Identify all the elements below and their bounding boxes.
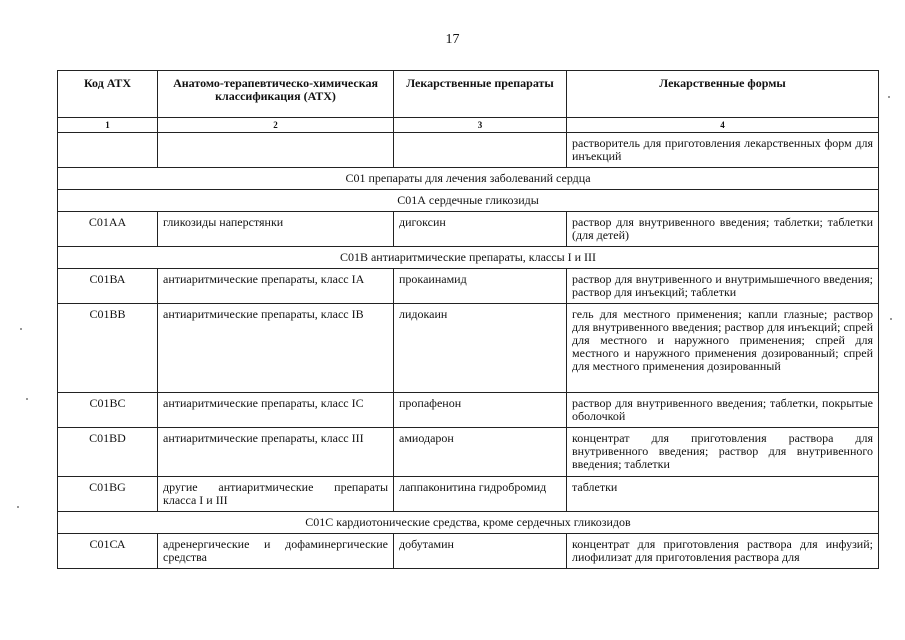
- table-row: [58, 534, 879, 569]
- code-cell: С01ВА: [58, 269, 158, 304]
- form-cell: раствор для внутривенного и внутримышечного введения; раствор для инъекций; таблетки: [567, 269, 879, 304]
- column-number: 3: [394, 118, 567, 133]
- form-cell: концентрат для приготовления раствора для инфузий; лиофилизат для приготовления раствора для: [567, 534, 879, 569]
- table-row: [58, 212, 879, 247]
- form-cell: растворитель для приготовления лекарственных форм для инъекций: [567, 133, 879, 168]
- header-classification: Анатомо-терапевтическо-химическая классификация (АТХ): [158, 71, 394, 118]
- scan-speck: [26, 398, 28, 400]
- header-code: Код АТХ: [58, 71, 158, 118]
- group-heading: С01А сердечные гликозиды: [58, 190, 879, 212]
- code-cell: [58, 133, 158, 168]
- column-number: 2: [158, 118, 394, 133]
- drug-cell: [394, 133, 567, 168]
- table-row: [58, 393, 879, 428]
- page-number: 17: [445, 32, 460, 47]
- form-cell: раствор для внутривенного введения; таблетки; таблетки (для детей): [567, 212, 879, 247]
- column-number-row: [58, 118, 879, 133]
- classification-cell: антиаритмические препараты, класс IВ: [158, 304, 394, 393]
- atx-table: [57, 70, 879, 569]
- scan-speck: [890, 318, 892, 320]
- column-number: 1: [58, 118, 158, 133]
- classification-cell: адренергические и дофаминергические средства: [158, 534, 394, 569]
- table-header-row: [58, 71, 879, 118]
- scan-speck: [17, 506, 19, 508]
- code-cell: С01ВG: [58, 477, 158, 512]
- table-row: [58, 477, 879, 512]
- group-heading: С01 препараты для лечения заболеваний сердца: [58, 168, 879, 190]
- drug-cell: лаппаконитина гидробромид: [394, 477, 567, 512]
- group-row: [58, 512, 879, 534]
- form-cell: концентрат для приготовления раствора для внутривенного введения; раствор для внутривенного введения; таблетки: [567, 428, 879, 477]
- column-number: 4: [567, 118, 879, 133]
- code-cell: С01ВВ: [58, 304, 158, 393]
- classification-cell: антиаритмические препараты, класс III: [158, 428, 394, 477]
- group-row: [58, 168, 879, 190]
- classification-cell: [158, 133, 394, 168]
- group-heading: С01С кардиотонические средства, кроме сердечных гликозидов: [58, 512, 879, 534]
- classification-cell: антиаритмические препараты, класс IА: [158, 269, 394, 304]
- code-cell: С01ВD: [58, 428, 158, 477]
- table-row: [58, 133, 879, 168]
- table-row: [58, 269, 879, 304]
- drug-cell: добутамин: [394, 534, 567, 569]
- drug-cell: прокаинамид: [394, 269, 567, 304]
- drug-cell: дигоксин: [394, 212, 567, 247]
- group-row: [58, 190, 879, 212]
- header-drugs: Лекарственные препараты: [394, 71, 567, 118]
- scan-speck: [20, 328, 22, 330]
- group-heading: С01В антиаритмические препараты, классы I и III: [58, 247, 879, 269]
- form-cell: таблетки: [567, 477, 879, 512]
- form-cell: гель для местного применения; капли глазные; раствор для внутривенного введения; раствор для инъекций; спрей для местного и наружного применения; спрей для местного и наружного применения дозированный; спрей для местного применения дозированный: [567, 304, 879, 393]
- drug-cell: пропафенон: [394, 393, 567, 428]
- classification-cell: гликозиды наперстянки: [158, 212, 394, 247]
- code-cell: С01ВС: [58, 393, 158, 428]
- header-forms: Лекарственные формы: [567, 71, 879, 118]
- table-row: [58, 304, 879, 393]
- classification-cell: другие антиаритмические препараты класса I и III: [158, 477, 394, 512]
- table-row: [58, 428, 879, 477]
- drug-cell: амиодарон: [394, 428, 567, 477]
- form-cell: раствор для внутривенного введения; таблетки, покрытые оболочкой: [567, 393, 879, 428]
- code-cell: С01АА: [58, 212, 158, 247]
- code-cell: С01СА: [58, 534, 158, 569]
- group-row: [58, 247, 879, 269]
- drug-cell: лидокаин: [394, 304, 567, 393]
- classification-cell: антиаритмические препараты, класс IС: [158, 393, 394, 428]
- scan-speck: [888, 96, 890, 98]
